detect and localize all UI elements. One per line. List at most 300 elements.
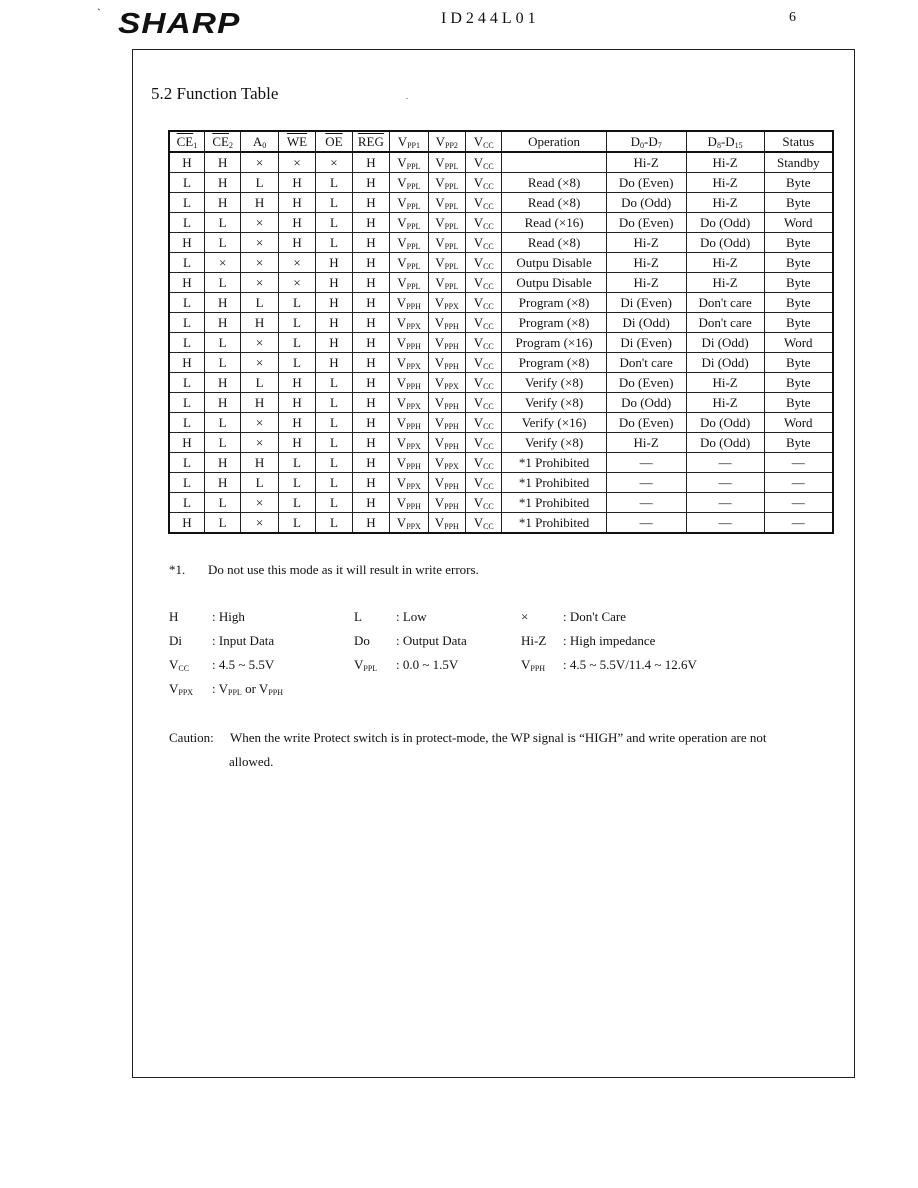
col-d8-d15: $D_8-D_{15}$ — [686, 131, 764, 152]
voltage-subscript: CC — [483, 481, 494, 491]
table-cell: Hi-Z — [606, 273, 686, 293]
table-cell: Read (×8) — [502, 233, 606, 253]
voltage-subscript: CC — [483, 401, 494, 411]
table-cell: Do (Even) — [606, 213, 686, 233]
table-cell: L — [169, 173, 204, 193]
table-cell: × — [241, 152, 278, 173]
legend-x-key: × — [521, 609, 529, 624]
table-cell: L — [241, 173, 278, 193]
table-cell: Program (×8) — [502, 313, 606, 333]
section-title: 5.2 Function Table — [151, 84, 279, 103]
table-cell: × — [278, 152, 315, 173]
col-ce1: $\overline{CE}_1$ — [169, 131, 204, 152]
table-cell: Hi-Z — [686, 253, 764, 273]
table-cell: × — [241, 413, 278, 433]
table-cell: H — [316, 313, 352, 333]
col-oe: $\overline{OE}$ — [316, 131, 352, 152]
voltage-cell: $V_{PPH}$ — [390, 453, 428, 473]
voltage-subscript: CC — [483, 181, 494, 191]
table-cell: Don't care — [606, 353, 686, 373]
voltage-subscript: CC — [483, 281, 494, 291]
table-row — [169, 193, 833, 213]
voltage-cell: $V_{PPH}$ — [390, 373, 428, 393]
voltage-cell: $V_{PPL}$ — [428, 152, 465, 173]
legend-do-value: : Output Data — [396, 633, 467, 648]
voltage-cell: $V_{PPL}$ — [390, 193, 428, 213]
table-cell: H — [241, 453, 278, 473]
table-cell: Do (Even) — [606, 373, 686, 393]
table-cell: H — [316, 353, 352, 373]
legend-l-key: L — [354, 609, 362, 624]
table-cell: *1 Prohibited — [502, 453, 606, 473]
legend-vppx-key: $V_{PPX}$ — [169, 681, 194, 697]
table-cell: L — [204, 433, 240, 453]
table-cell: L — [316, 493, 352, 513]
table-row — [169, 333, 833, 353]
table-cell: H — [352, 413, 389, 433]
corner-mark: ` — [97, 6, 101, 20]
col-vpp2: $V_{PP2}$ — [428, 131, 465, 152]
table-cell: H — [352, 513, 389, 534]
table-cell: — — [686, 493, 764, 513]
voltage-subscript: CC — [483, 361, 494, 371]
table-cell: — — [686, 513, 764, 534]
voltage-subscript: PPH — [444, 361, 459, 371]
voltage-subscript: PPL — [406, 281, 421, 291]
table-cell: H — [169, 233, 204, 253]
voltage-cell: $V_{PPH}$ — [428, 393, 465, 413]
legend-h-value: : High — [212, 609, 245, 624]
legend-vpph-key: $V_{PPH}$ — [521, 657, 546, 673]
voltage-subscript: PPX — [406, 361, 421, 371]
voltage-subscript: PPL — [406, 261, 421, 271]
legend-hiz-key: Hi-Z — [521, 633, 547, 648]
table-cell: Hi-Z — [686, 152, 764, 173]
voltage-subscript: PPX — [406, 441, 421, 451]
table-cell: H — [352, 313, 389, 333]
table-cell: Do (Odd) — [606, 193, 686, 213]
table-cell: L — [316, 393, 352, 413]
table-cell: H — [278, 193, 315, 213]
voltage-subscript: PPL — [406, 241, 421, 251]
voltage-cell: $V_{PPL}$ — [428, 253, 465, 273]
voltage-subscript: PPH — [444, 321, 459, 331]
table-cell: — — [764, 513, 833, 534]
voltage-subscript: CC — [483, 221, 494, 231]
table-cell: H — [352, 353, 389, 373]
table-cell: H — [352, 373, 389, 393]
table-cell: Do (Even) — [606, 173, 686, 193]
table-cell: H — [204, 393, 240, 413]
table-cell: H — [169, 513, 204, 534]
legend-hiz-value: : High impedance — [563, 633, 656, 648]
legend-vpph-value: : 4.5 ~ 5.5V/11.4 ~ 12.6V — [563, 657, 697, 672]
legend-do-key: Do — [354, 633, 370, 648]
table-cell: Program (×16) — [502, 333, 606, 353]
table-cell: H — [204, 152, 240, 173]
table-cell: Byte — [764, 233, 833, 253]
voltage-cell: $V_{CC}$ — [466, 333, 502, 353]
table-cell: L — [169, 413, 204, 433]
table-cell: H — [278, 433, 315, 453]
table-cell: Hi-Z — [686, 173, 764, 193]
voltage-subscript: CC — [483, 201, 494, 211]
voltage-subscript: PPL — [406, 181, 421, 191]
table-cell: *1 Prohibited — [502, 513, 606, 534]
caution-line-2: allowed. — [229, 754, 274, 769]
voltage-subscript: CC — [483, 501, 494, 511]
voltage-subscript: PPH — [444, 421, 459, 431]
table-cell: L — [169, 193, 204, 213]
col-vcc: $V_{CC}$ — [466, 131, 502, 152]
legend-di-key: Di — [169, 633, 182, 648]
table-cell: L — [316, 413, 352, 433]
table-cell: H — [241, 393, 278, 413]
voltage-subscript: PPH — [406, 461, 421, 471]
table-cell: H — [352, 493, 389, 513]
col-reg: $\overline{REG}$ — [352, 131, 389, 152]
table-cell: Verify (×8) — [502, 393, 606, 413]
table-cell: Byte — [764, 273, 833, 293]
table-cell: L — [278, 353, 315, 373]
table-cell: Hi-Z — [606, 433, 686, 453]
voltage-subscript: PPH — [444, 521, 459, 531]
table-cell: L — [204, 333, 240, 353]
table-body — [169, 152, 833, 533]
table-cell: Verify (×8) — [502, 433, 606, 453]
voltage-cell: $V_{PPX}$ — [390, 353, 428, 373]
table-cell: L — [316, 433, 352, 453]
table-cell: Read (×8) — [502, 173, 606, 193]
table-cell: Outpu Disable — [502, 253, 606, 273]
table-cell: H — [352, 173, 389, 193]
legend-l-value: : Low — [396, 609, 427, 624]
table-cell: Hi-Z — [606, 253, 686, 273]
table-cell: L — [278, 473, 315, 493]
table-cell: L — [241, 293, 278, 313]
voltage-subscript: PPL — [406, 221, 421, 231]
voltage-cell: $V_{PPX}$ — [428, 293, 465, 313]
table-cell: Di (Even) — [606, 333, 686, 353]
table-cell: Di (Even) — [606, 293, 686, 313]
table-cell: L — [241, 473, 278, 493]
table-cell: Outpu Disable — [502, 273, 606, 293]
voltage-cell: $V_{PPH}$ — [390, 333, 428, 353]
table-cell: L — [278, 453, 315, 473]
table-row — [169, 433, 833, 453]
table-cell: H — [352, 333, 389, 353]
table-cell: — — [764, 493, 833, 513]
voltage-cell: $V_{PPL}$ — [390, 233, 428, 253]
table-cell: — — [606, 473, 686, 493]
table-cell: Hi-Z — [606, 152, 686, 173]
voltage-cell: $V_{PPL}$ — [428, 273, 465, 293]
table-cell — [502, 152, 606, 173]
table-cell: × — [241, 353, 278, 373]
voltage-subscript: CC — [483, 341, 494, 351]
table-cell: Byte — [764, 373, 833, 393]
table-cell: H — [278, 393, 315, 413]
voltage-cell: $V_{PPL}$ — [390, 213, 428, 233]
table-cell: H — [278, 213, 315, 233]
voltage-subscript: PPH — [444, 441, 459, 451]
table-cell: Do (Odd) — [686, 233, 764, 253]
table-row — [169, 233, 833, 253]
table-cell: L — [316, 513, 352, 534]
table-cell: H — [241, 313, 278, 333]
voltage-subscript: PPL — [444, 241, 459, 251]
table-cell: Byte — [764, 293, 833, 313]
table-cell: H — [204, 193, 240, 213]
table-row — [169, 393, 833, 413]
table-cell: L — [169, 493, 204, 513]
table-cell: H — [169, 152, 204, 173]
table-cell: Hi-Z — [606, 233, 686, 253]
voltage-cell: $V_{CC}$ — [466, 173, 502, 193]
table-cell: H — [352, 152, 389, 173]
voltage-cell: $V_{CC}$ — [466, 233, 502, 253]
voltage-cell: $V_{PPH}$ — [428, 413, 465, 433]
table-cell: H — [204, 453, 240, 473]
table-cell: L — [241, 373, 278, 393]
table-cell: Verify (×16) — [502, 413, 606, 433]
col-status: Status — [764, 131, 833, 152]
table-cell: L — [278, 513, 315, 534]
table-cell: L — [316, 373, 352, 393]
voltage-subscript: PPH — [444, 481, 459, 491]
table-cell: H — [241, 193, 278, 213]
voltage-subscript: PPH — [406, 501, 421, 511]
table-cell: L — [169, 373, 204, 393]
voltage-cell: $V_{CC}$ — [466, 453, 502, 473]
voltage-cell: $V_{CC}$ — [466, 353, 502, 373]
table-cell: Byte — [764, 253, 833, 273]
legend-h-key: H — [169, 609, 179, 624]
table-cell: Byte — [764, 353, 833, 373]
voltage-subscript: CC — [483, 161, 494, 171]
legend-x-value: : Don't Care — [563, 609, 626, 624]
voltage-cell: $V_{PPL}$ — [428, 173, 465, 193]
table-row — [169, 413, 833, 433]
voltage-subscript: PPX — [444, 461, 459, 471]
table-cell: H — [352, 193, 389, 213]
voltage-subscript: CC — [483, 381, 494, 391]
voltage-cell: $V_{CC}$ — [466, 373, 502, 393]
table-cell: Do (Even) — [606, 413, 686, 433]
voltage-cell: $V_{CC}$ — [466, 513, 502, 534]
table-cell: Do (Odd) — [606, 393, 686, 413]
footnote-mark: *1. — [169, 562, 186, 577]
voltage-cell: $V_{PPH}$ — [428, 333, 465, 353]
table-cell: Don't care — [686, 293, 764, 313]
voltage-subscript: PPX — [406, 481, 421, 491]
voltage-cell: $V_{CC}$ — [466, 273, 502, 293]
voltage-cell: $V_{PPH}$ — [428, 493, 465, 513]
legend-vppl-value: : 0.0 ~ 1.5V — [396, 657, 459, 672]
voltage-subscript: PPX — [444, 301, 459, 311]
table-cell: Standby — [764, 152, 833, 173]
voltage-subscript: PPX — [444, 381, 459, 391]
voltage-cell: $V_{PPL}$ — [390, 152, 428, 173]
table-cell: L — [316, 213, 352, 233]
table-cell: L — [169, 393, 204, 413]
col-vpp1: $V_{PP1}$ — [390, 131, 428, 152]
table-cell: L — [204, 353, 240, 373]
table-cell: Di (Odd) — [606, 313, 686, 333]
table-cell: — — [686, 453, 764, 473]
table-cell: H — [278, 173, 315, 193]
voltage-subscript: PPH — [444, 401, 459, 411]
table-cell: × — [278, 253, 315, 273]
voltage-subscript: CC — [483, 241, 494, 251]
voltage-subscript: CC — [483, 521, 494, 531]
table-cell: L — [316, 173, 352, 193]
table-cell: L — [204, 513, 240, 534]
voltage-cell: $V_{PPL}$ — [390, 273, 428, 293]
table-row — [169, 152, 833, 173]
table-cell: H — [278, 413, 315, 433]
table-cell: L — [169, 473, 204, 493]
table-cell: L — [316, 473, 352, 493]
table-cell: — — [606, 513, 686, 534]
table-cell: *1 Prohibited — [502, 473, 606, 493]
table-cell: L — [169, 453, 204, 473]
table-cell: Hi-Z — [686, 373, 764, 393]
table-cell: L — [169, 333, 204, 353]
table-cell: — — [764, 473, 833, 493]
voltage-cell: $V_{CC}$ — [466, 413, 502, 433]
table-cell: L — [316, 453, 352, 473]
table-cell: Byte — [764, 193, 833, 213]
table-cell: Word — [764, 333, 833, 353]
table-cell: H — [352, 473, 389, 493]
voltage-subscript: PPL — [444, 281, 459, 291]
col-we: $\overline{WE}$ — [278, 131, 315, 152]
voltage-cell: $V_{PPL}$ — [428, 213, 465, 233]
table-cell: × — [241, 273, 278, 293]
voltage-subscript: CC — [483, 441, 494, 451]
sharp-logo: SHARP — [118, 8, 241, 40]
table-cell: L — [204, 233, 240, 253]
voltage-subscript: PPL — [406, 161, 421, 171]
voltage-cell: $V_{CC}$ — [466, 152, 502, 173]
voltage-cell: $V_{PPX}$ — [390, 433, 428, 453]
table-cell: H — [204, 293, 240, 313]
table-cell: — — [764, 453, 833, 473]
table-cell: Byte — [764, 173, 833, 193]
voltage-subscript: CC — [483, 261, 494, 271]
voltage-cell: $V_{PPX}$ — [390, 513, 428, 534]
table-cell: Do (Odd) — [686, 413, 764, 433]
legend-vcc-key: $V_{CC}$ — [169, 657, 190, 673]
table-cell: H — [278, 373, 315, 393]
table-cell: × — [241, 233, 278, 253]
table-cell: L — [278, 493, 315, 513]
table-row — [169, 173, 833, 193]
table-cell: H — [316, 333, 352, 353]
col-d0-d7: $D_0-D_7$ — [606, 131, 686, 152]
table-cell: H — [352, 293, 389, 313]
voltage-cell: $V_{PPH}$ — [428, 313, 465, 333]
voltage-cell: $V_{CC}$ — [466, 313, 502, 333]
voltage-cell: $V_{PPX}$ — [428, 453, 465, 473]
table-row — [169, 273, 833, 293]
table-cell: Read (×8) — [502, 193, 606, 213]
voltage-cell: $V_{PPX}$ — [390, 313, 428, 333]
table-cell: H — [316, 253, 352, 273]
caution-label: Caution: — [169, 730, 214, 745]
voltage-cell: $V_{CC}$ — [466, 393, 502, 413]
table-cell: H — [352, 273, 389, 293]
voltage-subscript: PPH — [406, 381, 421, 391]
table-cell: H — [169, 353, 204, 373]
voltage-subscript: PPL — [444, 161, 459, 171]
voltage-cell: $V_{PPH}$ — [428, 353, 465, 373]
table-cell: H — [204, 313, 240, 333]
table-row — [169, 253, 833, 273]
voltage-subscript: CC — [483, 421, 494, 431]
voltage-cell: $V_{CC}$ — [466, 473, 502, 493]
voltage-subscript: PPX — [406, 401, 421, 411]
table-cell: H — [352, 453, 389, 473]
table-row — [169, 453, 833, 473]
table-cell: Read (×16) — [502, 213, 606, 233]
voltage-cell: $V_{CC}$ — [466, 293, 502, 313]
voltage-cell: $V_{PPH}$ — [428, 473, 465, 493]
table-cell: Don't care — [686, 313, 764, 333]
table-cell: H — [204, 173, 240, 193]
voltage-subscript: PPX — [406, 321, 421, 331]
voltage-cell: $V_{PPH}$ — [428, 513, 465, 534]
table-cell: H — [352, 433, 389, 453]
voltage-subscript: PPH — [406, 341, 421, 351]
table-cell: L — [204, 493, 240, 513]
caution-line-1: When the write Protect switch is in protect-mode, the WP signal is “HIGH” and write operation are not — [230, 730, 767, 745]
table-cell: L — [204, 413, 240, 433]
col-a0: $A_0$ — [241, 131, 278, 152]
table-cell: L — [204, 213, 240, 233]
table-cell: L — [169, 253, 204, 273]
table-cell: — — [606, 493, 686, 513]
table-cell: H — [352, 213, 389, 233]
page-number: 6 — [789, 10, 796, 25]
voltage-cell: $V_{PPX}$ — [390, 393, 428, 413]
table-cell: Byte — [764, 393, 833, 413]
table-cell: Word — [764, 213, 833, 233]
table-cell: H — [204, 473, 240, 493]
table-cell: Program (×8) — [502, 353, 606, 373]
table-cell: L — [169, 293, 204, 313]
table-cell: × — [241, 213, 278, 233]
table-row — [169, 353, 833, 373]
table-cell: L — [278, 333, 315, 353]
table-cell: Verify (×8) — [502, 373, 606, 393]
footnote-text: Do not use this mode as it will result in write errors. — [208, 562, 479, 577]
table-row — [169, 293, 833, 313]
table-cell: × — [204, 253, 240, 273]
table-cell: L — [316, 193, 352, 213]
table-cell: Byte — [764, 313, 833, 333]
voltage-cell: $V_{PPL}$ — [390, 173, 428, 193]
table-cell: Byte — [764, 433, 833, 453]
voltage-subscript: PPL — [444, 181, 459, 191]
voltage-cell: $V_{PPX}$ — [428, 373, 465, 393]
voltage-cell: $V_{PPL}$ — [390, 253, 428, 273]
table-cell: × — [316, 152, 352, 173]
table-cell: × — [241, 433, 278, 453]
legend-vppx-value: : $V_{PPL}$ or $V_{PPH}$ — [212, 681, 283, 697]
table-cell: Di (Odd) — [686, 333, 764, 353]
